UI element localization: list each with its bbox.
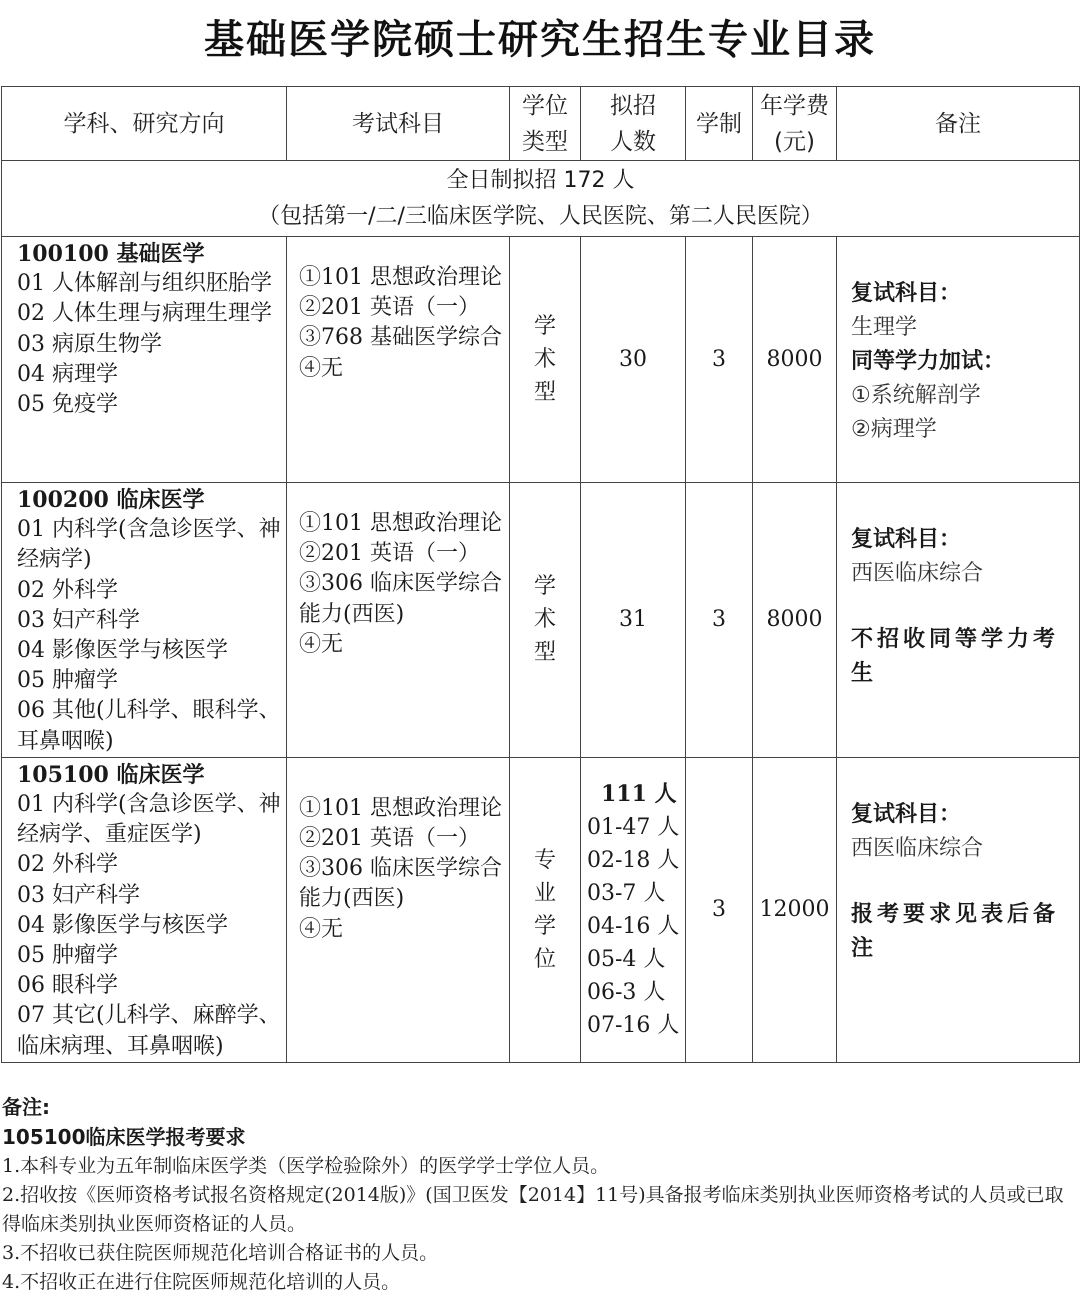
remark: 不招收同等学力考生	[851, 627, 1060, 686]
notes-cell	[837, 237, 1080, 483]
header-quota: 拟招 人数	[581, 87, 686, 161]
retest-label: 复试科目：	[851, 801, 962, 827]
section-total: 全日制拟招 172 人	[446, 167, 635, 193]
footer-label: 备注:	[2, 1095, 50, 1119]
page-title: 基础医学院硕士研究生招生专业目录	[204, 16, 876, 63]
direction-item: 04 影像医学与核医学	[17, 638, 228, 664]
direction-item: 05 肿瘤学	[17, 943, 118, 969]
direction-item: 04 病理学	[17, 361, 118, 387]
duration-cell: 3	[686, 757, 753, 1062]
enrollment-catalog-table	[1, 86, 1080, 1063]
quota-item: 07-16 人	[587, 1012, 680, 1038]
major-code: 105100 临床医学	[17, 761, 205, 788]
direction-item: 02 人体生理与病理生理学	[17, 301, 272, 327]
header-degree-type: 学位 类型	[510, 87, 581, 161]
direction-item: 05 免疫学	[17, 392, 118, 418]
retest-value: 生理学	[851, 315, 918, 340]
exam-item: ②201 英语（一）	[299, 295, 480, 321]
retest-value: 西医临床综合	[851, 835, 984, 861]
degree-type-cell: 专 业 学 位	[510, 757, 581, 1062]
direction-cell	[2, 237, 287, 483]
direction-item: 03 妇产科学	[17, 882, 140, 908]
retest-label: 复试科目：	[851, 281, 962, 306]
retest-label: 复试科目：	[851, 527, 962, 552]
section-scope: （包括第一/二/三临床医学院、人民医院、第二人民医院）	[258, 203, 823, 229]
header-duration: 学制	[686, 87, 753, 161]
table-row	[2, 483, 1080, 758]
degree-type-cell: 学 术 型	[510, 237, 581, 483]
major-code: 100100 基础医学	[17, 241, 205, 267]
quota-cell: 30	[581, 237, 686, 483]
header-exam: 考试科目	[287, 87, 510, 161]
direction-item: 05 肿瘤学	[17, 668, 118, 694]
table-row	[2, 237, 1080, 483]
section-row-fulltime	[2, 161, 1080, 237]
exam-item: ③768 基础医学综合	[299, 325, 502, 351]
direction-item: 06 眼科学	[17, 973, 118, 999]
footer-item: 4.不招收正在进行住院医师规范化培训的人员。	[2, 1271, 401, 1293]
retest-value: 西医临床综合	[851, 561, 984, 586]
quota-item: 06-3 人	[587, 979, 666, 1005]
direction-item: 06 其他(儿科学、眼科学、耳鼻咽喉)	[17, 698, 281, 754]
direction-item: 04 影像医学与核医学	[17, 912, 228, 938]
exam-item: ③306 临床医学综合能力(西医)	[299, 571, 502, 627]
exam-item: ④无	[299, 631, 344, 657]
direction-item: 02 外科学	[17, 852, 118, 878]
tuition-cell: 8000	[753, 237, 837, 483]
exam-item: ③306 临床医学综合能力(西医)	[299, 856, 502, 912]
exam-cell	[287, 757, 510, 1062]
direction-item: 01 人体解剖与组织胚胎学	[17, 271, 272, 297]
remark: 报考要求见表后备注	[851, 901, 1060, 961]
direction-item: 01 内科学(含急诊医学、神经病学、重症医学)	[17, 792, 281, 848]
tuition-cell: 12000	[753, 757, 837, 1062]
footer-item: 2.招收按《医师资格考试报名资格规定(2014版)》(国卫医发【2014】11号)具备报考临床类别执业医师资格考试的人员或已取得临床类别执业医师资格证的人员。	[2, 1184, 1064, 1235]
header-direction: 学科、研究方向	[2, 87, 287, 161]
direction-item: 01 内科学(含急诊医学、神经病学)	[17, 517, 281, 573]
quota-item: 04-16 人	[587, 913, 680, 939]
quota-cell	[581, 757, 686, 1062]
section-cell	[2, 161, 1080, 237]
exam-item: ①101 思想政治理论	[299, 795, 502, 821]
notes-cell	[837, 757, 1080, 1062]
quota-item: 01-47 人	[587, 814, 680, 840]
header-notes: 备注	[837, 87, 1080, 161]
direction-cell	[2, 483, 287, 758]
footer-item: 3.不招收已获住院医师规范化培训合格证书的人员。	[2, 1242, 439, 1264]
duration-cell: 3	[686, 483, 753, 758]
quota-item: 02-18 人	[587, 847, 680, 873]
notes-cell	[837, 483, 1080, 758]
direction-item: 02 外科学	[17, 577, 118, 603]
direction-item: 03 病原生物学	[17, 331, 162, 357]
major-code: 100200 临床医学	[17, 487, 205, 513]
direction-item: 07 其它(儿科学、麻醉学、临床病理、耳鼻咽喉)	[17, 1003, 281, 1059]
direction-cell	[2, 757, 287, 1062]
table-header-row	[2, 87, 1080, 161]
footer-item: 1.本科专业为五年制临床医学类（医学检验除外）的医学学士学位人员。	[2, 1155, 610, 1177]
extra-exam-item: ②病理学	[851, 417, 937, 442]
exam-item: ②201 英语（一）	[299, 541, 480, 567]
header-tuition: 年学费 (元)	[753, 87, 837, 161]
extra-exam-item: ①系统解剖学	[851, 383, 981, 408]
footer-subtitle: 105100临床医学报考要求	[2, 1125, 246, 1149]
extra-exam-label: 同等学力加试：	[851, 349, 1006, 374]
tuition-cell: 8000	[753, 483, 837, 758]
degree-type-cell: 学 术 型	[510, 483, 581, 758]
footer-notes	[2, 1092, 1078, 1297]
exam-item: ④无	[299, 916, 344, 942]
quota-item: 03-7 人	[587, 880, 666, 906]
quota-item: 05-4 人	[587, 946, 666, 972]
table-row	[2, 757, 1080, 1062]
exam-item: ①101 思想政治理论	[299, 511, 502, 536]
duration-cell: 3	[686, 237, 753, 483]
exam-cell	[287, 237, 510, 483]
exam-cell	[287, 483, 510, 758]
quota-cell: 31	[581, 483, 686, 758]
exam-item: ①101 思想政治理论	[299, 265, 502, 290]
quota-total: 111 人	[601, 780, 677, 807]
exam-item: ②201 英语（一）	[299, 826, 480, 852]
exam-item: ④无	[299, 355, 344, 381]
direction-item: 03 妇产科学	[17, 607, 140, 633]
